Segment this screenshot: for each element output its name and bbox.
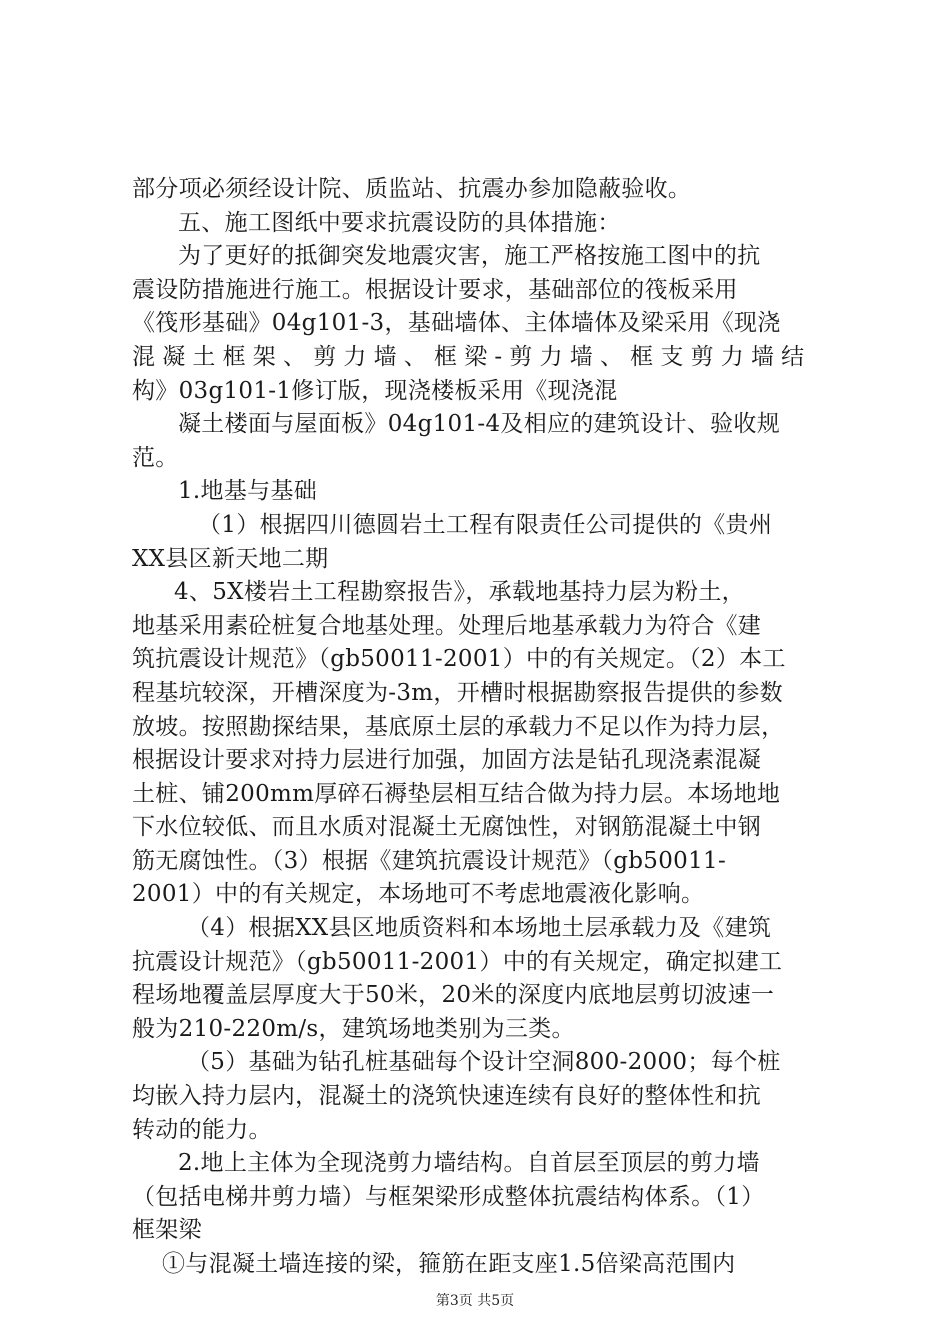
text-line: 范。 bbox=[132, 444, 179, 471]
text-line: 凝土楼面与屋面板》04g101-4及相应的建筑设计、验收规 bbox=[178, 411, 780, 438]
text-line: 程场地覆盖层厚度大于50米，20米的深度内底地层剪切波速一 bbox=[132, 982, 775, 1009]
text-line: 程基坑较深，开槽深度为-3m，开槽时根据勘察报告提供的参数 bbox=[132, 679, 783, 706]
text-line: ①与混凝土墙连接的梁，箍筋在距支座1.5倍梁高范围内 bbox=[162, 1251, 736, 1277]
text-line: 混凝土框架、剪力墙、框梁-剪力墙、框支剪力墙结 bbox=[132, 343, 812, 370]
text-line: 下水位较低、而且水质对混凝土无腐蚀性，对钢筋混凝土中钢 bbox=[132, 814, 762, 841]
text-line: 4、5X楼岩土工程勘察报告》，承载地基持力层为粉土， bbox=[174, 579, 745, 606]
text-line: 根据设计要求对持力层进行加强，加固方法是钻孔现浇素混凝 bbox=[132, 747, 762, 774]
body-text bbox=[132, 173, 832, 1282]
text-line: 放坡。按照勘探结果，基底原土层的承载力不足以作为持力层， bbox=[132, 713, 785, 740]
text-line: 土桩、铺200mm厚碎石褥垫层相互结合做为持力层。本场地地 bbox=[132, 780, 781, 807]
page-number-footer: 第3页 共5页 bbox=[435, 1293, 515, 1309]
text-line: （4）根据XX县区地质资料和本场地土层承载力及《建筑 bbox=[187, 915, 772, 942]
text-line: 地基采用素砼桩复合地基处理。处理后地基承载力为符合《建 bbox=[132, 612, 762, 639]
subsection-heading: 1.地基与基础 bbox=[178, 478, 318, 505]
text-line: 2001）中的有关规定，本场地可不考虑地震液化影响。 bbox=[132, 881, 705, 908]
text-line: 筋无腐蚀性。（3）根据《建筑抗震设计规范》（gb50011- bbox=[132, 847, 727, 874]
text-line: 框架梁 bbox=[132, 1217, 202, 1244]
text-line: （包括电梯井剪力墙）与框架梁形成整体抗震结构体系。（1） bbox=[132, 1183, 765, 1210]
subsection-heading: 2.地上主体为全现浇剪力墙结构。自首层至顶层的剪力墙 bbox=[178, 1150, 760, 1177]
text-line: （1）根据四川德圆岩土工程有限责任公司提供的《贵州 bbox=[198, 511, 773, 538]
text-line: 部分项必须经设计院、质监站、抗震办参加隐蔽验收。 bbox=[132, 176, 692, 202]
text-line: 构》03g101-1修订版，现浇楼板采用《现浇混 bbox=[132, 377, 618, 404]
text-line: 般为210-220m/s，建筑场地类别为三类。 bbox=[132, 1015, 575, 1042]
text-line: 为了更好的抵御突发地震灾害，施工严格按施工图中的抗 bbox=[178, 243, 761, 270]
text-line: XX县区新天地二期 bbox=[132, 545, 329, 572]
text-line: 均嵌入持力层内，混凝土的浇筑快速连续有良好的整体性和抗 bbox=[132, 1083, 762, 1110]
text-line: 抗震设计规范》（gb50011-2001）中的有关规定，确定拟建工 bbox=[132, 948, 783, 975]
text-line: 震设防措施进行施工。根据设计要求，基础部位的筏板采用 bbox=[132, 276, 738, 303]
text-line: 筑抗震设计规范》（gb50011-2001）中的有关规定。（2）本工 bbox=[132, 646, 786, 673]
text-line: 《筏形基础》04g101-3，基础墙体、主体墙体及梁采用《现浇 bbox=[132, 310, 781, 337]
text-line: （5）基础为钻孔桩基础每个设计空洞800-2000；每个桩 bbox=[187, 1049, 781, 1076]
text-line: 转动的能力。 bbox=[132, 1116, 272, 1143]
section-heading: 五、施工图纸中要求抗震设防的具体措施： bbox=[178, 209, 621, 236]
